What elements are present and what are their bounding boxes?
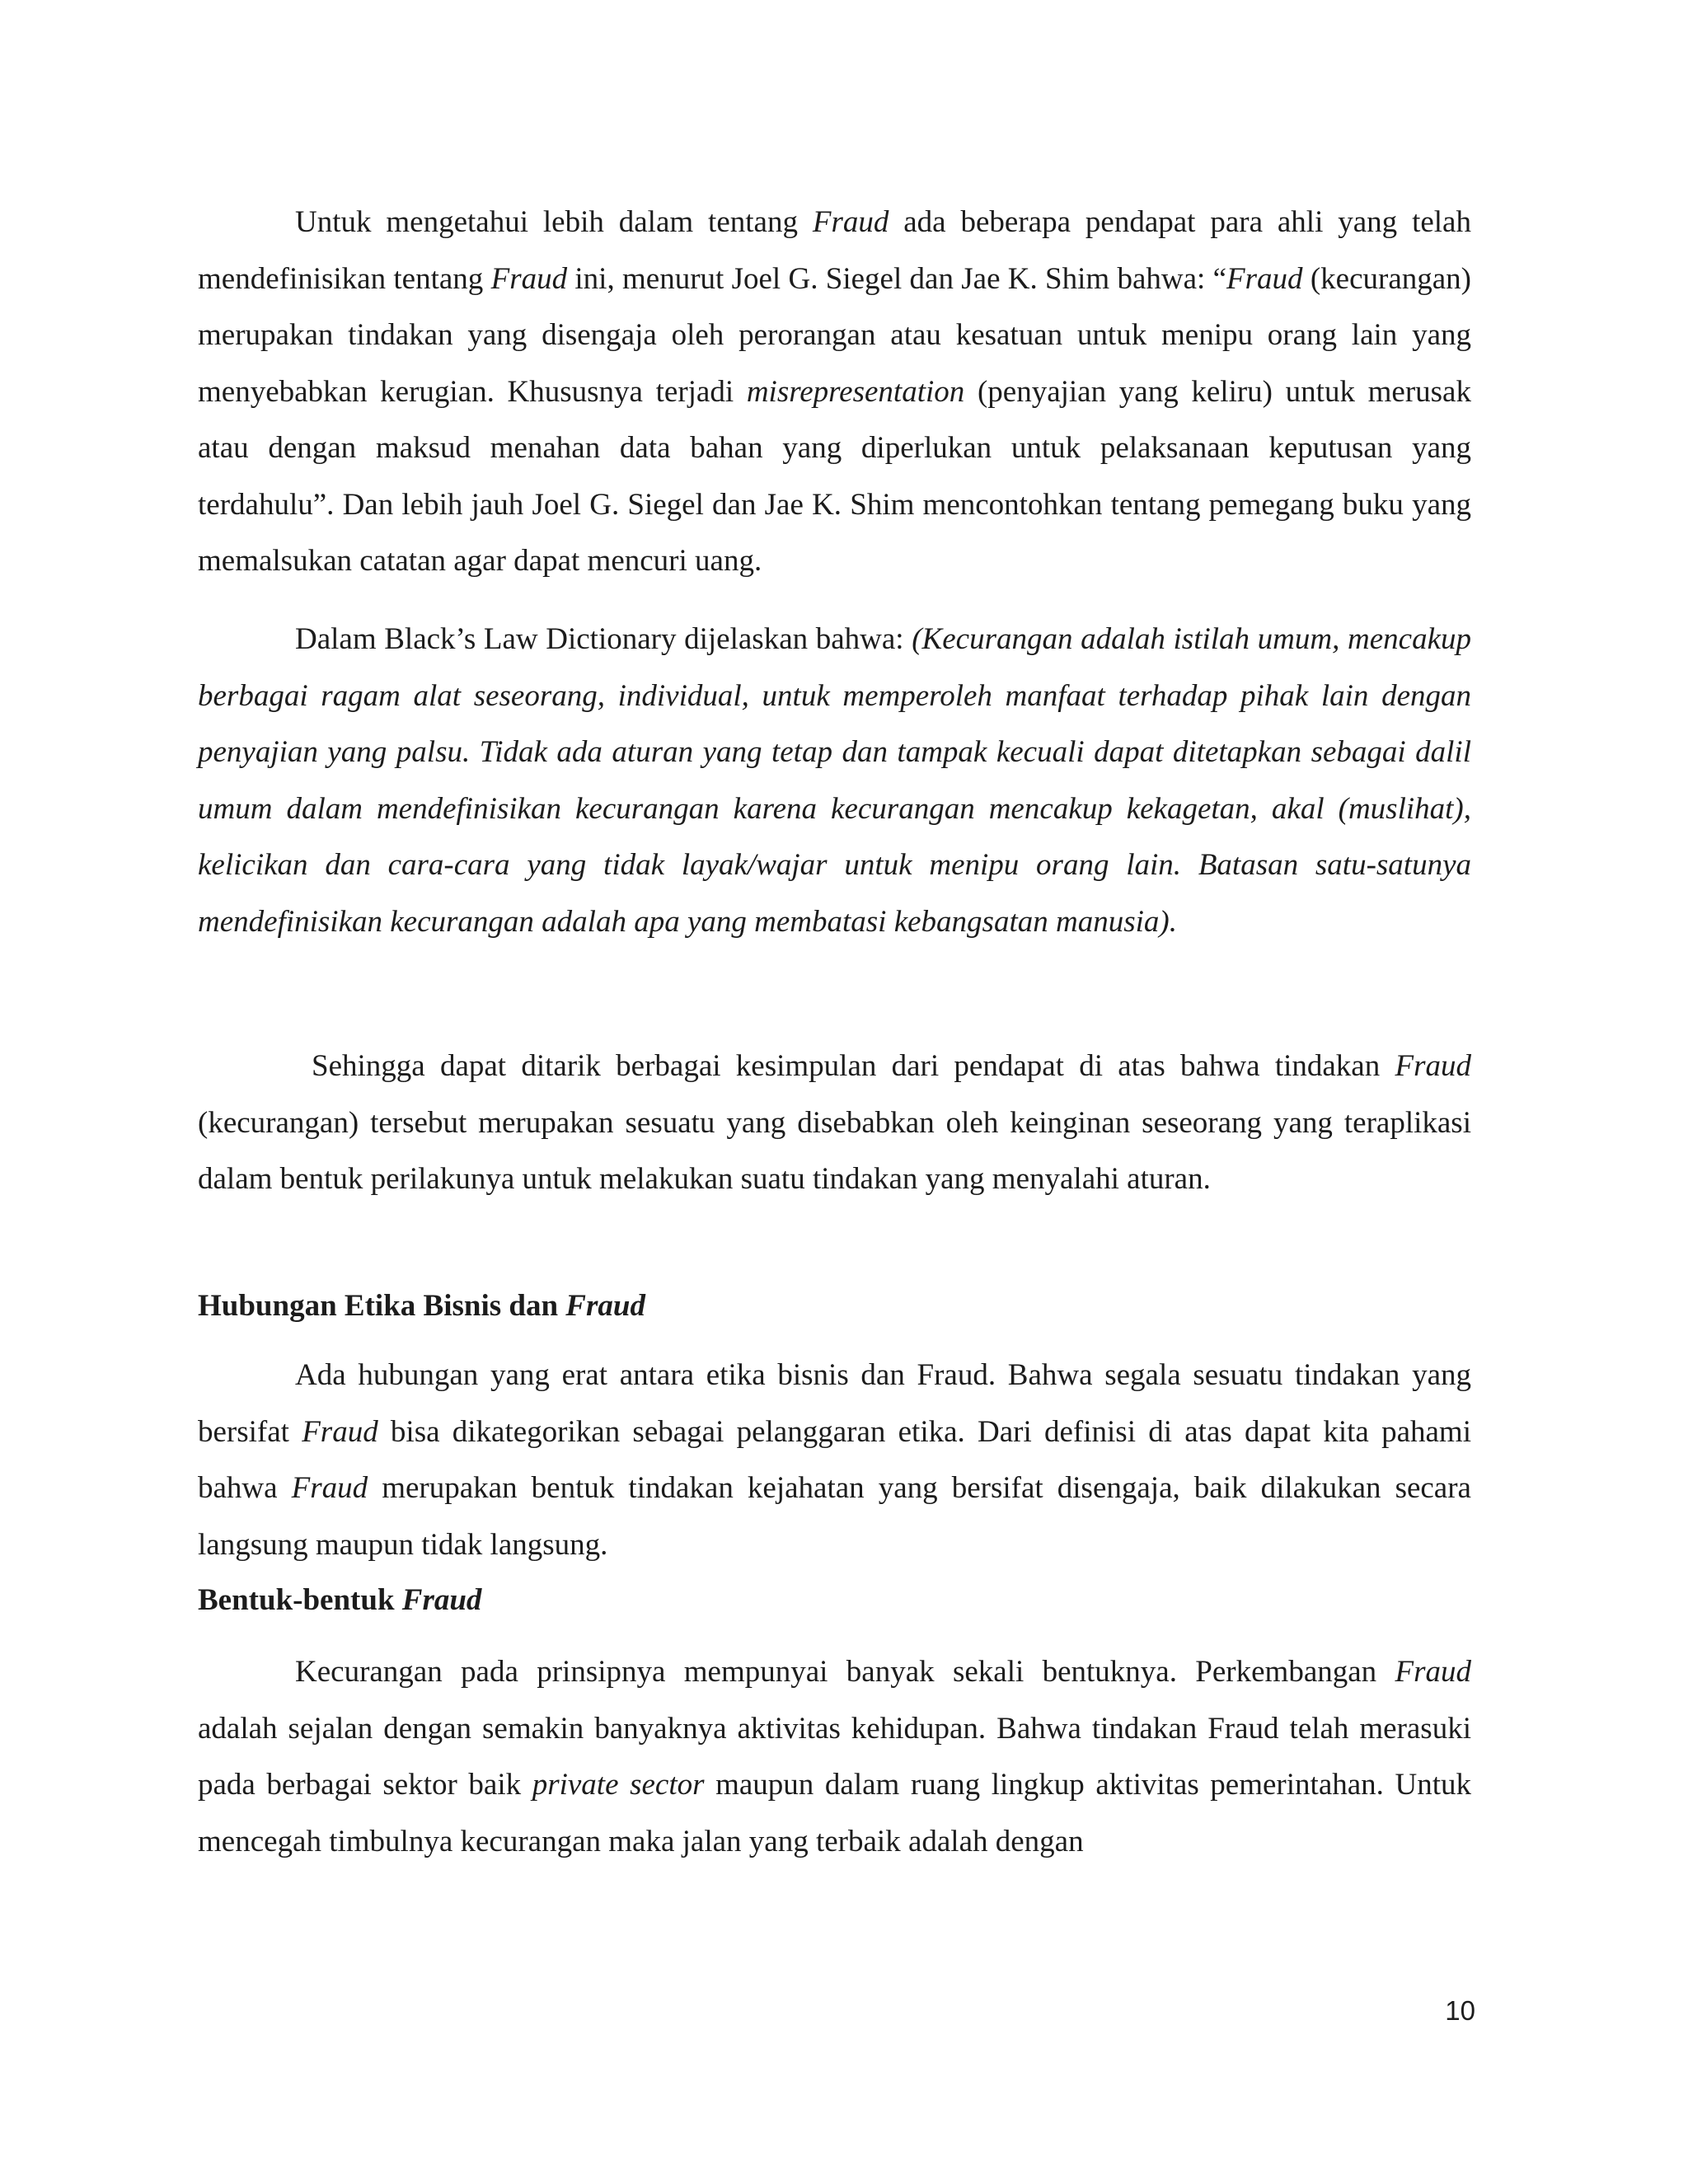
heading-text: Bentuk-bentuk — [198, 1583, 402, 1617]
text-run-italic: Fraud — [812, 205, 889, 239]
text-run-italic: Fraud — [490, 261, 568, 296]
text-run-italic: Fraud — [1226, 261, 1303, 296]
section-heading-bentuk-bentuk-fraud — [198, 1580, 481, 1621]
text-run: (kecurangan) tersebut merupakan sesuatu yang disebabkan oleh keinginan seseorang yang teraplikasi dalam bentuk perilakunya untuk melakukan suatu tindakan yang menyalahi aturan. — [198, 1105, 1471, 1196]
text-run: Dalam Black’s Law Dictionary dijelaskan bahwa: — [295, 622, 912, 656]
text-run: adalah sejalan dengan semakin banyaknya aktivitas kehidupan. Bahwa tindakan Fraud telah merasuki pada berbagai sektor baik — [198, 1711, 1471, 1802]
text-run-italic: Fraud — [1395, 1049, 1471, 1083]
paragraph-forms-of-fraud — [198, 1644, 1471, 1870]
section-heading-hubungan-etika-bisnis — [198, 1286, 645, 1327]
text-run-italic: (Kecurangan adalah istilah umum, mencakup berbagai ragam alat seseorang, individual, untuk memperoleh manfaat terhadap pihak lain dengan penyajian yang palsu. Tidak ada aturan yang tetap dan tampak kecuali dapat ditetapkan sebagai dalil umum dalam mendefinisikan kecurangan karena kecurangan mencakup kekagetan, akal (muslihat), kelicikan dan cara-cara yang tidak layak/wajar untuk menipu orang lain. Batasan satu-satunya mendefinisikan kecurangan adalah apa yang membatasi kebangsatan manusia). — [198, 622, 1471, 939]
text-run: maupun dalam ruang lingkup aktivitas pemerintahan. Untuk mencegah timbulnya kecurangan maka jalan yang terbaik adalah dengan — [198, 1768, 1471, 1858]
page-number: 10 — [1445, 1995, 1475, 2026]
text-run: (kecurangan) merupakan tindakan yang disengaja oleh perorangan atau kesatuan untuk menipu orang lain yang menyebabkan kerugian. Khususnya terjadi — [198, 261, 1471, 409]
heading-text-italic: Fraud — [401, 1583, 482, 1617]
paragraph-conclusion — [198, 1038, 1471, 1208]
text-run: (penyajian yang keliru) untuk merusak atau dengan maksud menahan data bahan yang diperlukan untuk pelaksanaan keputusan yang terdahulu”. Dan lebih jauh Joel G. Siegel dan Jae K. Shim mencontohkan tentang pemegang buku yang memalsukan catatan agar dapat mencuri uang. — [198, 374, 1471, 578]
paragraph-fraud-definition-siegel-shim — [198, 194, 1471, 590]
text-run: ini, menurut Joel G. Siegel dan Jae K. Shim bahwa: “ — [567, 261, 1227, 296]
paragraph-blacks-law-dictionary — [198, 612, 1471, 950]
text-run-italic: misrepresentation — [746, 374, 965, 409]
paragraph-ethics-fraud-relation — [198, 1347, 1471, 1573]
text-run: bisa dikategorikan sebagai pelanggaran etika. Dari definisi di atas dapat kita pahami bahwa — [198, 1414, 1471, 1505]
text-run-italic: Fraud — [1395, 1655, 1471, 1689]
text-run: Ada hubungan yang erat antara etika bisnis dan Fraud. Bahwa segala sesuatu tindakan yang bersifat — [198, 1358, 1471, 1449]
text-run: merupakan bentuk tindakan kejahatan yang bersifat disengaja, baik dilakukan secara langsung maupun tidak langsung. — [198, 1471, 1471, 1562]
text-run-italic: Fraud — [291, 1471, 368, 1505]
text-run: Sehingga dapat ditarik berbagai kesimpulan dari pendapat di atas bahwa tindakan — [312, 1049, 1395, 1083]
heading-text-italic: Fraud — [565, 1289, 645, 1323]
text-run-italic: Fraud — [302, 1414, 378, 1449]
text-run-italic: private sector — [532, 1768, 705, 1802]
text-run: Kecurangan pada prinsipnya mempunyai banyak sekali bentuknya. Perkembangan — [295, 1655, 1395, 1689]
text-run: Untuk mengetahui lebih dalam tentang — [295, 205, 813, 239]
text-run: ada beberapa pendapat para ahli yang telah mendefinisikan tentang — [198, 205, 1471, 296]
heading-text: Hubungan Etika Bisnis dan — [198, 1289, 566, 1323]
